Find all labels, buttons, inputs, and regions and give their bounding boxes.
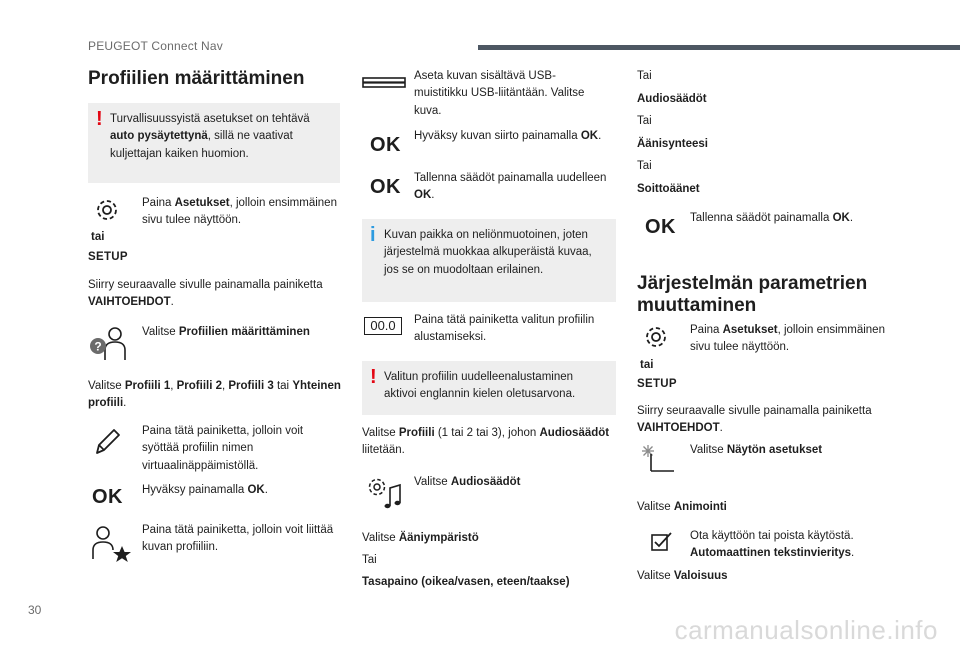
save-settings-text: Tallenna säädöt painamalla OK.	[690, 212, 854, 224]
warning-exclamation-icon: !	[370, 366, 377, 388]
reset-button-icon: 00.0	[364, 317, 402, 335]
safety-warning-note: ! Turvallisuussyistä asetukset on tehtävä auto pysäytettynä, sillä ne vaativat kuljettajan kaiken huomion.	[88, 103, 340, 183]
image-info-note: i Kuvan paikka on neliönmuotoinen, joten järjestelmä muokkaa alkuperäistä kuvaa, jos se on muodoltaan erilainen.	[362, 219, 616, 302]
confirm-ok-text: Hyväksy painamalla OK.	[142, 484, 268, 496]
next-page-text: Siirry seuraavalle sivulle painamalla painiketta VAIHTOEHDOT.	[637, 405, 872, 435]
gear-icon	[641, 322, 671, 352]
ok-icon: OK	[92, 486, 123, 508]
checkbox-icon	[651, 531, 673, 551]
next-page-text: Siirry seuraavalle sivulle painamalla painiketta VAIHTOEHDOT.	[88, 279, 323, 309]
ok-icon: OK	[370, 134, 401, 156]
display-settings-text: Valitse Näytön asetukset	[690, 444, 823, 456]
gear-icon	[92, 195, 122, 225]
audio-settings-icon	[366, 476, 402, 512]
profile-question-icon	[88, 326, 130, 362]
balance-option: Tasapaino (oikea/vasen, eteen/taakse)	[362, 576, 570, 588]
or-label: Tai	[637, 115, 652, 127]
svg-text:?: ?	[94, 339, 102, 354]
settings-step-text: Paina Asetukset, jolloin ensimmäinen sivu tulee näyttöön.	[142, 197, 337, 227]
audio-option: Audiosäädöt	[637, 93, 707, 105]
reset-warning-note: ! Valitun profiilin uudelleenalustaminen aktivoi englannin kielen oletusarvona.	[362, 361, 616, 415]
usb-stick-icon	[362, 76, 406, 90]
edit-name-text: Paina tätä painiketta, jolloin voit syöttää profiilin nimen virtuaalinäppäimistöllä.	[142, 425, 304, 472]
animation-text: Valitse Animointi	[637, 501, 727, 513]
select-profile-line: Valitse Profiili 1, Profiili 2, Profiili 3 tai Yhteinen profiili.	[88, 380, 341, 410]
or-label: Tai	[362, 554, 377, 566]
section-title-system: Järjestelmän parametrien muuttaminen	[637, 273, 868, 316]
setup-button-label: SETUP	[88, 251, 128, 263]
setup-button-label: SETUP	[637, 378, 677, 390]
save-again-text: Tallenna säädöt painamalla uudelleen OK.	[414, 172, 607, 202]
ok-icon: OK	[645, 216, 676, 238]
add-picture-text: Paina tätä painiketta, jolloin voit liittää kuvan profiiliin.	[142, 524, 334, 554]
pencil-icon	[92, 426, 122, 456]
settings-step-text: Paina Asetukset, jolloin ensimmäinen sivu tulee näyttöön.	[690, 324, 885, 354]
choose-profile-text: Valitse Profiili (1 tai 2 tai 3), johon Audiosäädöt liitetään.	[362, 427, 610, 457]
header-bar	[478, 45, 960, 50]
profile-picture-icon	[90, 524, 132, 562]
or-label: Tai	[637, 160, 652, 172]
synth-option: Äänisynteesi	[637, 138, 708, 150]
brightness-text: Valitse Valoisuus	[637, 570, 728, 582]
auto-scroll-text: Ota käyttöön tai poista käytöstä. Automaattinen tekstinvieritys.	[690, 530, 855, 560]
or-label: tai	[91, 231, 105, 243]
accept-transfer-text: Hyväksy kuvan siirto painamalla OK.	[414, 130, 602, 142]
ringtones-option: Soittoäänet	[637, 183, 700, 195]
info-icon: i	[370, 224, 376, 246]
or-label: tai	[640, 359, 654, 371]
section-title-profiles: Profiilien määrittäminen	[88, 68, 305, 89]
header-product-name: PEUGEOT Connect Nav	[88, 39, 223, 53]
usb-step-text: Aseta kuvan sisältävä USB-muistitikku USB-liitäntään. Valitse kuva.	[414, 70, 585, 117]
reset-step-text: Paina tätä painiketta valitun profiilin alustamiseksi.	[414, 314, 595, 344]
warning-exclamation-icon: !	[96, 108, 103, 130]
or-label: Tai	[637, 70, 652, 82]
page-number: 30	[28, 603, 42, 617]
sound-env-text: Valitse Ääniympäristö	[362, 532, 479, 544]
select-profiles-text: Valitse Profiilien määrittäminen	[142, 326, 310, 338]
watermark: carmanualsonline.info	[674, 615, 938, 645]
ok-icon: OK	[370, 176, 401, 198]
display-settings-icon	[640, 443, 676, 473]
audio-settings-text: Valitse Audiosäädöt	[414, 476, 521, 488]
